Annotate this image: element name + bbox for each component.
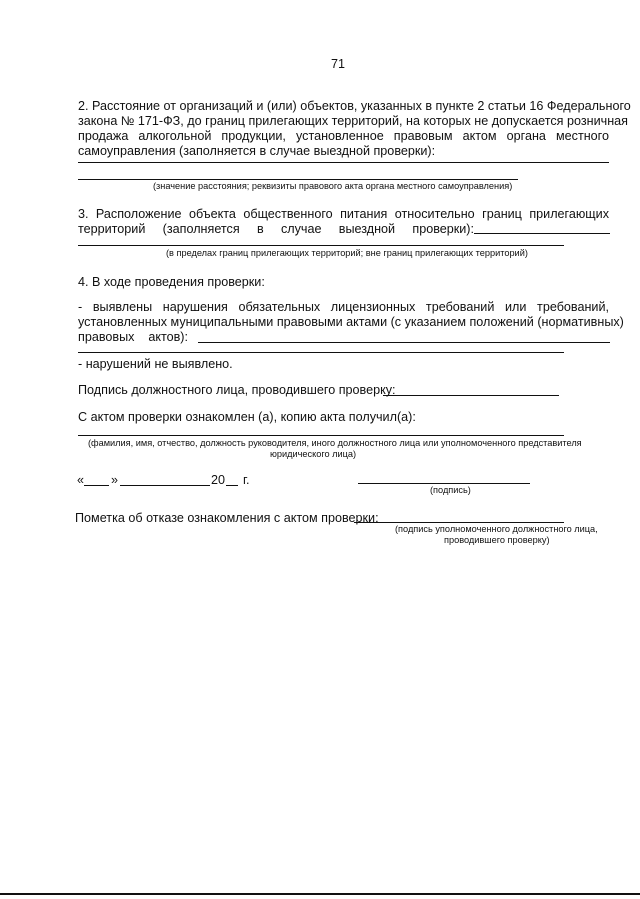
signature-caption: (подпись) xyxy=(430,485,471,495)
signature-line xyxy=(358,483,530,484)
section2-line4: самоуправления (заполняется в случае выездной проверки): xyxy=(78,144,436,158)
date-year-prefix: 20 xyxy=(211,473,226,487)
acquainted-caption-line2: юридического лица) xyxy=(270,449,357,459)
date-day-line xyxy=(84,485,109,486)
section4-fill-line-2 xyxy=(78,352,564,353)
date-close-quote: » xyxy=(111,473,119,487)
section2-caption: (значение расстояния; реквизиты правового акта органа местного самоуправления) xyxy=(153,181,513,191)
section3-line1: 3. Расположение объекта общественного питания относительно границ прилегающих xyxy=(78,207,609,221)
refusal-label: Пометка об отказе ознакомления с актом проверки: xyxy=(75,511,379,525)
acquainted-label: С актом проверки ознакомлен (а), копию акта получил(а): xyxy=(78,410,416,424)
section3-line2: территорий (заполняется в случае выездной проверки): xyxy=(78,222,474,236)
official-signature-label: Подпись должностного лица, проводившего проверку: xyxy=(78,383,396,397)
section2-line2: закона № 171-ФЗ, до границ прилегающих территорий, на которых не допускается розничная xyxy=(78,114,628,128)
section2-line1: 2. Расстояние от организаций и (или) объектов, указанных в пункте 2 статьи 16 Федерального xyxy=(78,99,631,113)
section4-no-violations: - нарушений не выявлено. xyxy=(78,357,233,371)
section2-fill-line-2 xyxy=(78,179,518,180)
date-year-line xyxy=(226,485,238,486)
refusal-caption-line2: проводившего проверку) xyxy=(444,535,550,545)
section3-fill-line-2 xyxy=(78,245,564,246)
section3-caption: (в пределах границ прилегающих территорий; вне границ прилегающих территорий) xyxy=(166,248,528,258)
date-year-suffix: г. xyxy=(243,473,250,487)
bottom-border-rule xyxy=(0,893,640,895)
date-month-line xyxy=(120,485,210,486)
acquainted-fill-line xyxy=(78,435,564,436)
section4-violations-line3: правовых актов): xyxy=(78,330,188,344)
refusal-signature-line xyxy=(354,522,564,523)
section4-violations-line1: - выявлены нарушения обязательных лицензионных требований или требований, xyxy=(78,300,609,314)
section2-fill-line-1 xyxy=(78,162,609,163)
section4-title: 4. В ходе проведения проверки: xyxy=(78,275,265,289)
acquainted-caption-line1: (фамилия, имя, отчество, должность руководителя, иного должностного лица или уполномоченного представителя xyxy=(88,438,582,448)
official-signature-line xyxy=(383,395,559,396)
date-open-quote: « xyxy=(77,473,85,487)
section4-violations-line2: установленных муниципальными правовыми актами (с указанием положений (нормативных) xyxy=(78,315,624,329)
refusal-caption-line1: (подпись уполномоченного должностного лица, xyxy=(395,524,598,534)
section2-line3: продажа алкогольной продукции, установленное правовым актом органа местного xyxy=(78,129,609,143)
section3-fill-line-inline xyxy=(474,233,610,234)
page-number: 71 xyxy=(331,57,346,71)
section4-fill-line-inline xyxy=(198,342,610,343)
